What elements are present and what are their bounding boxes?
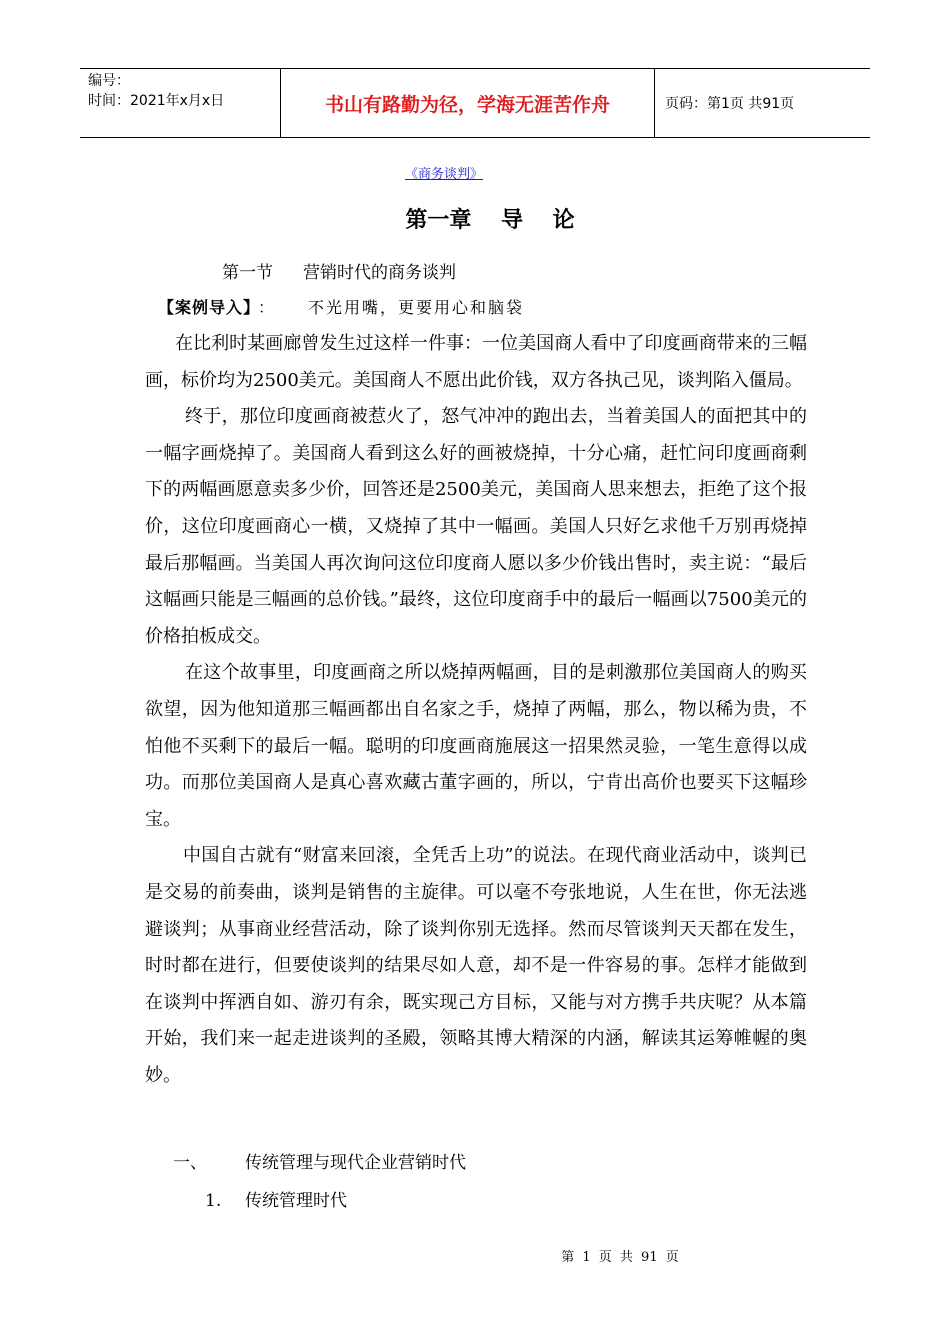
case-intro (158, 295, 524, 318)
book-title-link[interactable]: 《商务谈判》 (404, 167, 483, 182)
chapter-title: 第一章 导 论 (405, 208, 575, 233)
heading-1-number: 一、 (173, 1153, 207, 1173)
section-title: 营销时代的商务谈判 (303, 263, 456, 283)
header-slogan: 书山有路勤为径，学海无涯苦作舟 (281, 69, 655, 137)
case-tag: 【案例导入】 (158, 298, 253, 317)
paragraph: 在这个故事里，印度画商之所以烧掉两幅画，目的是刺激那位美国商人的购买欲望，因为他知道那三幅画都出自名家之手，烧掉了两幅，那么，物以稀为贵，不怕他不买剩下的最后一幅。聪明的印度画商施展这一招果然灵验，一笔生意得以成功。而那位美国商人是真心喜欢藏古董字画的，所以，宁肯出高价也要买下这幅珍宝。 (145, 662, 807, 830)
document-number-label: 编号： (88, 73, 130, 89)
body-text (145, 326, 807, 1094)
document-header (80, 68, 870, 138)
page-footer: 第 1 页 共 91 页 (561, 1250, 679, 1265)
section-heading (222, 258, 486, 283)
heading-level-1 (173, 1148, 466, 1173)
heading-2-number: 1. (205, 1191, 222, 1211)
case-colon: ： (258, 298, 275, 317)
header-page-label: 页码：第1页 共91页 (665, 96, 795, 112)
heading-1-title: 传统管理与现代企业营销时代 (245, 1153, 466, 1173)
heading-level-2 (205, 1186, 347, 1211)
paragraph: 中国自古就有“财富来回滚，全凭舌上功”的说法。在现代商业活动中，谈判已是交易的前奏曲，谈判是销售的主旋律。可以毫不夸张地说，人生在世，你无法逃避谈判；从事商业经营活动，除了谈判你别无选择。然而尽管谈判天天都在发生，时时都在进行，但要使谈判的结果尽如人意，却不是一件容易的事。怎样才能做到在谈判中挥洒自如、游刃有余，既实现己方目标，又能与对方携手共庆呢？从本篇开始，我们来一起走进谈判的圣殿，领略其博大精深的内涵，解读其运筹帷幄的奥妙。 (145, 845, 807, 1086)
section-number: 第一节 (222, 263, 273, 283)
paragraph: 终于，那位印度画商被惹火了，怒气冲冲的跑出去，当着美国人的面把其中的一幅字画烧掉了。美国商人看到这么好的画被烧掉，十分心痛，赶忙问印度画商剩下的两幅画愿意卖多少价，回答还是2500美元，美国商人思来想去，拒绝了这个报价，这位印度画商心一横，又烧掉了其中一幅画。美国人只好乞求他千万别再烧掉最后那幅画。当美国人再次询问这位印度商人愿以多少价钱出售时，卖主说：“最后这幅画只能是三幅画的总价钱。”最终，这位印度商手中的最后一幅画以7500美元的价格拍板成交。 (145, 406, 807, 647)
paragraph: 在比利时某画廊曾发生过这样一件事：一位美国商人看中了印度画商带来的三幅画，标价均为2500美元。美国商人不愿出此价钱，双方各执己见，谈判陷入僵局。 (145, 333, 807, 391)
document-time-label: 时间：2021年x月x日 (88, 93, 225, 109)
header-meta (80, 69, 281, 137)
heading-2-title: 传统管理时代 (245, 1191, 347, 1211)
case-title: 不光用嘴，更要用心和脑袋 (308, 298, 525, 317)
